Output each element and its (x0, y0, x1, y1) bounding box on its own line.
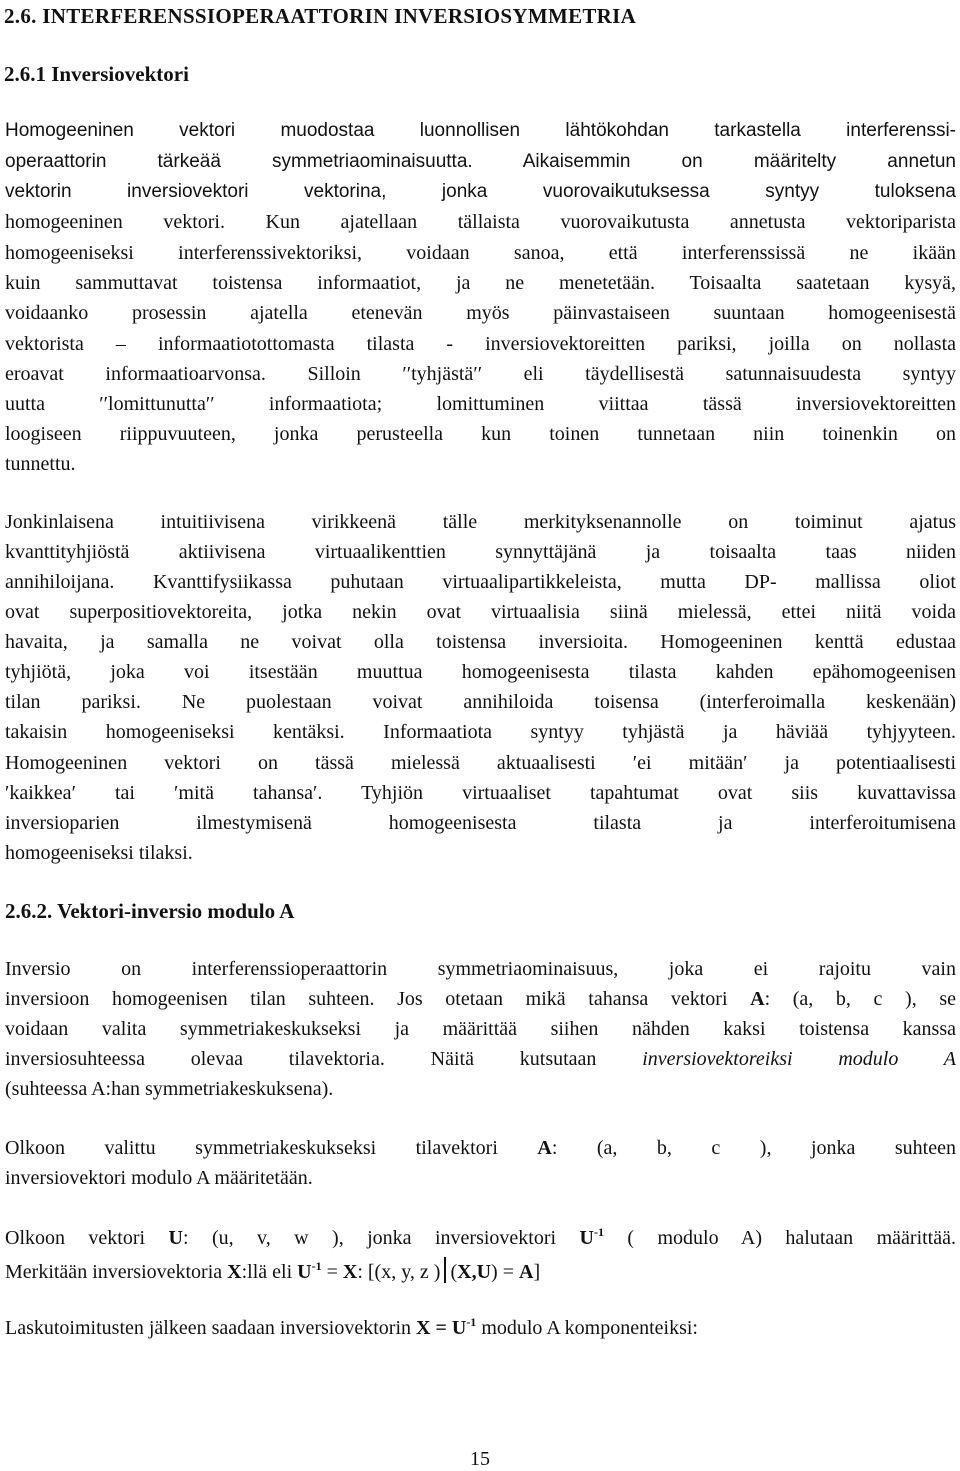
vector-u-bold: U (297, 1261, 312, 1283)
text-span: : (u, v, w ), jonka inversiovektori (182, 1227, 580, 1249)
text-span: ) = (491, 1261, 519, 1283)
paragraph-line: voidaanko prosessin ajatella etenevän myös päinvastaiseen suuntaan homogeenisestä (5, 302, 956, 324)
subsection-number: 2.6.1 (4, 62, 46, 86)
paragraph-line: tyhjiötä, joka voi itsestään muuttua homogeenisesta tilasta kahden epähomogeenisen (5, 661, 956, 683)
subsection-title: Inversiovektori (51, 62, 189, 86)
text-span: Merkitään inversiovektoria (5, 1261, 228, 1283)
paragraph-6 (5, 1317, 698, 1340)
paragraph-line: vektorista – informaatiotottomasta tilasta - inversiovektoreitten pariksi, joilla on nollasta (5, 333, 956, 355)
subsection-title: Vektori-inversio modulo A (57, 899, 295, 923)
vertical-bar-symbol (444, 1257, 446, 1283)
vector-a-bold: A (750, 988, 765, 1010)
vector-a-bold: A (537, 1137, 552, 1159)
text-span: inversiosuhteessa olevaa tilavektoria. Näitä kutsutaan (5, 1048, 643, 1070)
text-span: inversioon homogeenisen tilan suhteen. Jos otetaan mikä tahansa vektori (5, 988, 751, 1010)
paragraph-line (5, 1257, 540, 1284)
superscript: -1 (311, 1259, 322, 1273)
paragraph-line: homogeeniseksi interferenssivektoriksi, voidaan sanoa, että interferenssissä ne ikään (5, 242, 956, 264)
subsection-heading-inversiovektori (4, 62, 189, 87)
paragraph-line: homogeeninen vektori. Kun ajatellaan tällaista vuorovaikutusta annetusta vektoriparista (5, 211, 956, 233)
paragraph-line: annihiloijana. Kvanttifysiikassa puhutaan virtuaalipartikkeleista, mutta DP- mallissa oliot (5, 571, 956, 593)
subsection-number: 2.6.2. (5, 899, 53, 923)
text-span: modulo A komponenteiksi: (476, 1317, 698, 1339)
vector-x-bold: X (416, 1317, 431, 1339)
text-span: ] (533, 1261, 541, 1283)
paragraph-line: eroavat informaatioarvonsa. Silloin ′′tyhjästä′′ eli täydellisestä satunnaisuudesta syntyy (5, 363, 956, 385)
text-span: = (430, 1317, 452, 1339)
paragraph-line: ovat superpositiovektoreita, jotka nekin ovat virtuaalisia siinä mielessä, ettei niitä voida (5, 601, 956, 623)
vector-xu-bold: X,U (457, 1261, 492, 1283)
paragraph-line: havaita, ja samalla ne voivat olla toistensa inversioita. Homogeeninen kenttä edustaa (5, 631, 956, 653)
text-span: : (a, b, c ), se (764, 988, 956, 1010)
paragraph-line: uutta ′′lomittunutta′′ informaatiota; lomittuminen viittaa tässä inversiovektoreitten (5, 393, 956, 415)
subsection-heading-vektori-inversio (5, 899, 294, 924)
paragraph-line (5, 1048, 956, 1071)
paragraph-line: tilan pariksi. Ne puolestaan voivat annihiloida toisensa (interferoimalla keskenään) (5, 691, 956, 713)
text-span: ( modulo A) halutaan määrittää. (603, 1227, 956, 1249)
page-number: 15 (470, 1448, 490, 1470)
section-heading (4, 4, 636, 29)
vector-u-bold: U (579, 1227, 594, 1249)
text-span: Olkoon valittu symmetriakeskukseksi tilavektori (5, 1137, 538, 1159)
italic-term: inversiovektoreiksi modulo A (642, 1048, 956, 1070)
superscript: -1 (593, 1225, 604, 1239)
paragraph-line: Jonkinlaisena intuitiivisena virikkeenä tälle merkityksenannolle on toiminut ajatus (5, 511, 956, 533)
text-span: : (a, b, c ), jonka suhteen (551, 1137, 956, 1159)
paragraph-line: vektorin inversiovektori vektorina, jonka vuorovaikutuksessa syntyy tuloksena (5, 181, 956, 202)
paragraph-line (5, 988, 956, 1011)
paragraph-line: tunnettu. (5, 453, 76, 475)
paragraph-line: Homogeeninen vektori muodostaa luonnollisen lähtökohdan tarkastella interferenssi- (5, 120, 956, 141)
section-title: INTERFERENSSIOPERAATTORIN INVERSIOSYMMETRIA (42, 4, 637, 28)
text-span: : [(x, y, z ) (357, 1261, 441, 1283)
paragraph-line: Homogeeninen vektori on tässä mielessä aktuaalisesti ′ei mitään′ ja potentiaalisesti (5, 752, 956, 774)
paragraph-line: ′kaikkea′ tai ′mitä tahansa′. Tyhjiön virtuaaliset tapahtumat ovat siis kuvattavissa (5, 782, 956, 804)
vector-u-bold: U (451, 1317, 467, 1339)
vector-x-bold: X (227, 1261, 242, 1283)
paragraph-line: kvanttityhjiöstä aktiivisena virtuaalikenttien synnyttäjänä ja toisaalta taas niiden (5, 541, 956, 563)
paragraph-line: inversiovektori modulo A määritetään. (5, 1167, 313, 1189)
paragraph-line (5, 1137, 956, 1160)
paragraph-line: kuin sammuttavat toistensa informaatiot, ja ne menetetään. Toisaalta saatetaan kysyä, (5, 272, 956, 294)
paragraph-line: voidaan valita symmetriakeskukseksi ja määrittää siihen nähden kaksi toistensa kanssa (5, 1018, 956, 1040)
section-number: 2.6. (4, 4, 37, 28)
vector-a-bold: A (518, 1261, 534, 1283)
paragraph-line: loogiseen riippuvuuteen, jonka perusteella kun toinen tunnetaan niin toinenkin on (5, 423, 956, 445)
paragraph-line: (suhteessa A:han symmetriakeskuksena). (5, 1078, 334, 1100)
paragraph-line: takaisin homogeeniseksi kentäksi. Informaatiota syntyy tyhjästä ja häviää tyhjyyteen. (5, 721, 956, 743)
text-span: ( (450, 1261, 458, 1283)
paragraph-line: Inversio on interferenssioperaattorin symmetriaominaisuus, joka ei rajoitu vain (5, 958, 956, 980)
superscript: -1 (466, 1315, 477, 1329)
vector-x-bold: X (342, 1261, 358, 1283)
paragraph-line (5, 1227, 956, 1250)
paragraph-line: inversioparien ilmestymisenä homogeenisesta tilasta ja interferoitumisena (5, 812, 956, 834)
text-span: Laskutoimitusten jälkeen saadaan inversiovektorin (5, 1317, 416, 1339)
vector-u-bold: U (168, 1227, 183, 1249)
text-span: :llä eli (241, 1261, 298, 1283)
text-span: = (321, 1261, 343, 1283)
text-span: Olkoon vektori (5, 1227, 169, 1249)
paragraph-line: operaattorin tärkeää symmetriaominaisuutta. Aikaisemmin on määritelty annetun (5, 151, 956, 172)
paragraph-line: homogeeniseksi tilaksi. (5, 842, 193, 864)
